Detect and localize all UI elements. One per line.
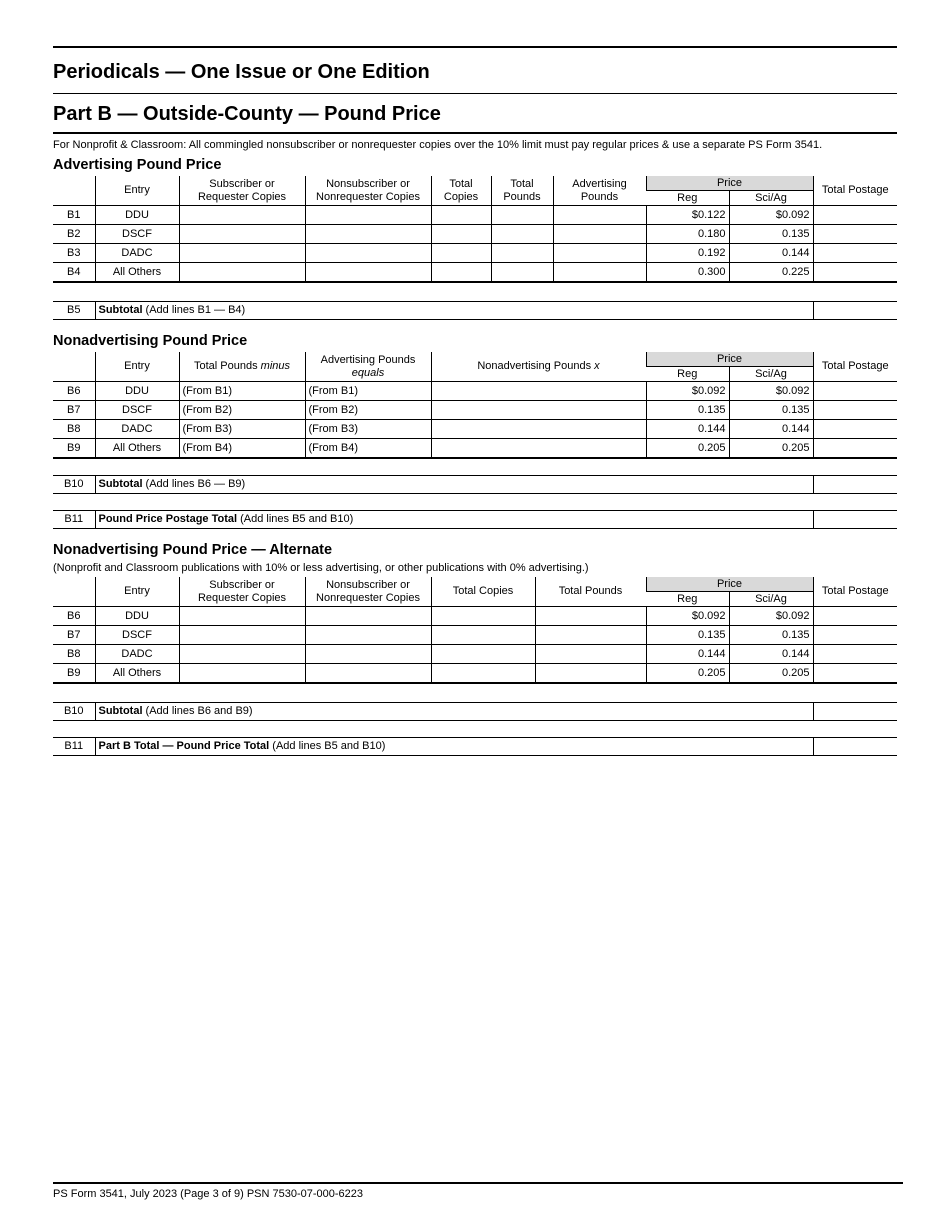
- input-cell[interactable]: [813, 263, 897, 283]
- input-cell[interactable]: [431, 401, 646, 420]
- input-cell[interactable]: [179, 664, 305, 684]
- page-title: Periodicals — One Issue or One Edition: [53, 48, 897, 94]
- input-cell[interactable]: [431, 382, 646, 401]
- input-cell[interactable]: [813, 401, 897, 420]
- alt-subtotal-row-b10: B10 Subtotal (Add lines B6 and B9): [53, 702, 897, 721]
- input-cell[interactable]: [553, 225, 646, 244]
- input-cell[interactable]: [431, 439, 646, 459]
- nonadv-table: Entry Total Pounds minus Advertising Pounds equals Nonadvertising Pounds x Price Total Postage Reg Sci/Ag B6 DDU (From B1) (From B1) $0.092 $0.092 B7 DSCF (From B2) (From B2) 0.135 0.135 B8 DADC (From B3) (From B3) 0.144 0.144 B9 All Others (From B4) (From B4) 0.205 0.205: [53, 352, 897, 459]
- input-cell[interactable]: [431, 626, 535, 645]
- table-row: B4 All Others 0.300 0.225: [53, 263, 897, 283]
- col-total-pounds: Total Pounds: [491, 176, 553, 206]
- table-row: B7 DSCF (From B2) (From B2) 0.135 0.135: [53, 401, 897, 420]
- table-row: B9 All Others 0.205 0.205: [53, 664, 897, 684]
- col-total-postage: Total Postage: [813, 176, 897, 206]
- input-cell[interactable]: [553, 263, 646, 283]
- table-row: B7 DSCF 0.135 0.135: [53, 626, 897, 645]
- table-row: B8 DADC (From B3) (From B3) 0.144 0.144: [53, 420, 897, 439]
- input-cell[interactable]: [813, 206, 897, 225]
- alt-total-row-b11: B11 Part B Total — Pound Price Total (Add lines B5 and B10): [53, 737, 897, 756]
- input-cell[interactable]: [553, 244, 646, 263]
- adv-section-title: Advertising Pound Price: [53, 157, 222, 173]
- table-row: B6 DDU (From B1) (From B1) $0.092 $0.092: [53, 382, 897, 401]
- nonadv-section-title: Nonadvertising Pound Price: [53, 333, 248, 349]
- input-cell[interactable]: [305, 244, 431, 263]
- input-cell[interactable]: [491, 263, 553, 283]
- input-cell[interactable]: [491, 225, 553, 244]
- input-cell[interactable]: [179, 645, 305, 664]
- col-reg: Reg: [677, 191, 698, 204]
- input-cell[interactable]: [813, 225, 897, 244]
- input-cell[interactable]: [179, 225, 305, 244]
- input-cell[interactable]: [305, 263, 431, 283]
- alt-section-title: Nonadvertising Pound Price — Alternate: [53, 542, 333, 558]
- input-cell[interactable]: [813, 607, 897, 626]
- input-cell[interactable]: [305, 664, 431, 684]
- input-cell[interactable]: [305, 225, 431, 244]
- input-cell[interactable]: [813, 439, 897, 459]
- alt-table: Entry Subscriber or Requester Copies Nonsubscriber or Nonrequester Copies Total Copies Total Pounds Price Total Postage Reg Sci/Ag B6 DDU $0.092 $0.092 B7 DSCF 0.135 0.135 B8 DADC 0.144 0.144 B9 All Others 0.205 0.205: [53, 577, 897, 684]
- nonprofit-note: For Nonprofit & Classroom: All commingled nonsubscriber or nonrequester copies over the 10% limit must pay regular prices & use a separate PS Form 3541.: [53, 139, 823, 151]
- input-cell[interactable]: [179, 263, 305, 283]
- input-cell[interactable]: [813, 645, 897, 664]
- input-cell[interactable]: [431, 645, 535, 664]
- col-total-copies: Total Copies: [431, 176, 491, 206]
- input-cell[interactable]: [553, 206, 646, 225]
- input-cell[interactable]: [305, 607, 431, 626]
- input-cell[interactable]: [179, 206, 305, 225]
- col-adv-pounds: Advertising Pounds: [553, 176, 646, 206]
- input-cell[interactable]: [431, 225, 491, 244]
- col-sciag: Sci/Ag: [729, 191, 813, 206]
- subtotal-row-b5: B5 Subtotal (Add lines B1 — B4): [53, 301, 897, 320]
- input-cell[interactable]: [813, 420, 897, 439]
- input-cell[interactable]: [813, 382, 897, 401]
- table-row: B3 DADC 0.192 0.144: [53, 244, 897, 263]
- input-cell[interactable]: [179, 607, 305, 626]
- subtotal-row-b10: B10 Subtotal (Add lines B6 — B9): [53, 475, 897, 494]
- input-cell[interactable]: [431, 206, 491, 225]
- input-cell[interactable]: [179, 244, 305, 263]
- input-cell[interactable]: [535, 607, 646, 626]
- input-cell[interactable]: [813, 738, 897, 756]
- input-cell[interactable]: [813, 703, 897, 721]
- table-row: B1 DDU $0.122 $0.092: [53, 206, 897, 225]
- col-entry: Entry: [95, 176, 179, 206]
- input-cell[interactable]: [491, 206, 553, 225]
- input-cell[interactable]: [305, 645, 431, 664]
- input-cell[interactable]: [813, 664, 897, 684]
- table-row: B8 DADC 0.144 0.144: [53, 645, 897, 664]
- input-cell[interactable]: [491, 244, 553, 263]
- input-cell[interactable]: [535, 645, 646, 664]
- input-cell[interactable]: [813, 626, 897, 645]
- input-cell[interactable]: [431, 664, 535, 684]
- table-row: B9 All Others (From B4) (From B4) 0.205 0.205: [53, 439, 897, 459]
- input-cell[interactable]: [813, 302, 897, 320]
- col-subscriber: Subscriber or Requester Copies: [179, 176, 305, 206]
- input-cell[interactable]: [179, 626, 305, 645]
- input-cell[interactable]: [431, 263, 491, 283]
- input-cell[interactable]: [813, 511, 897, 529]
- alt-note: (Nonprofit and Classroom publications with 10% or less advertising, or other publications with 0% advertising.): [53, 562, 589, 574]
- input-cell[interactable]: [813, 476, 897, 494]
- col-price: Price: [646, 176, 813, 191]
- form-page: [53, 46, 897, 756]
- input-cell[interactable]: [431, 420, 646, 439]
- part-title: Part B — Outside-County — Pound Price: [53, 94, 897, 134]
- input-cell[interactable]: [813, 244, 897, 263]
- table-row: B6 DDU $0.092 $0.092: [53, 607, 897, 626]
- adv-table: [53, 176, 897, 283]
- col-nonsubscriber: Nonsubscriber or Nonrequester Copies: [305, 176, 431, 206]
- total-row-b11: B11 Pound Price Postage Total (Add lines B5 and B10): [53, 510, 897, 529]
- form-footer: PS Form 3541, July 2023 (Page 3 of 9) PSN 7530-07-000-6223: [53, 1182, 903, 1200]
- input-cell[interactable]: [305, 626, 431, 645]
- input-cell[interactable]: [431, 607, 535, 626]
- input-cell[interactable]: [305, 206, 431, 225]
- table-row: B2 DSCF 0.180 0.135: [53, 225, 897, 244]
- input-cell[interactable]: [535, 664, 646, 684]
- input-cell[interactable]: [431, 244, 491, 263]
- input-cell[interactable]: [535, 626, 646, 645]
